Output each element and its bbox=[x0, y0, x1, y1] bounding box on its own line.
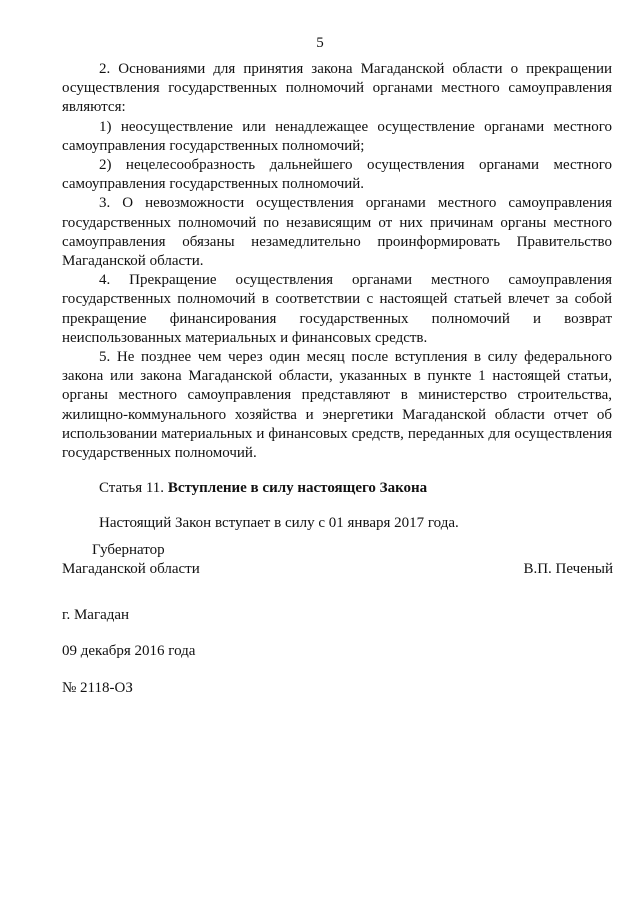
paragraph-2-item-1: 1) неосуществление или ненадлежащее осуществление органами местного самоуправления государственных полномочий; bbox=[62, 118, 612, 154]
paragraph-2-item-2: 2) нецелесообразность дальнейшего осуществления органами местного самоуправления государственных полномочий. bbox=[62, 157, 612, 193]
signature-block bbox=[62, 541, 613, 579]
signatory-position-line2: Магаданской области bbox=[62, 561, 200, 578]
paragraph-2: 2. Основаниями для принятия закона Магаданской области о прекращении осуществления государственных полномочий органами местного самоуправления являются: bbox=[62, 61, 612, 116]
law-number: № 2118-ОЗ bbox=[62, 680, 133, 696]
article-text: Настоящий Закон вступает в силу с 01 января 2017 года. bbox=[99, 515, 459, 532]
signatory-name: В.П. Печеный bbox=[523, 561, 613, 578]
paragraph-3: 3. О невозможности осуществления органами местного самоуправления государственных полномочий по независящим от них причинам органы местного самоуправления обязаны незамедлительно проинформировать Правительство Магаданской области. bbox=[62, 195, 612, 270]
paragraph-5: 5. Не позднее чем через один месяц после вступления в силу федерального закона или закона Магаданской области, указанных в пункте 1 настоящей статьи, органы местного самоуправления представляют в министерство строительства, жилищно-коммунального хозяйства и энергетики Магаданской области отчет об использовании материальных и финансовых средств, переданных для осуществления государственных полномочий. bbox=[62, 349, 612, 462]
article-title: Вступление в силу настоящего Закона bbox=[167, 480, 428, 497]
paragraph-4: 4. Прекращение осуществления органами местного самоуправления государственных полномочий в соответствии с настоящей статьей влечет за собой прекращение финансирования государственных полномочий и возврат неиспользованных материальных и финансовых средств. bbox=[62, 272, 612, 346]
page-number: 5 bbox=[316, 35, 324, 51]
signature-row bbox=[62, 560, 613, 579]
signing-place: г. Магадан bbox=[62, 607, 130, 623]
law-text-body bbox=[62, 60, 612, 534]
signatory-position-line1: Губернатор bbox=[92, 542, 165, 558]
article-heading bbox=[62, 479, 612, 498]
signing-date: 09 декабря 2016 года bbox=[62, 643, 196, 659]
article-label: Статья 11. bbox=[99, 480, 165, 497]
